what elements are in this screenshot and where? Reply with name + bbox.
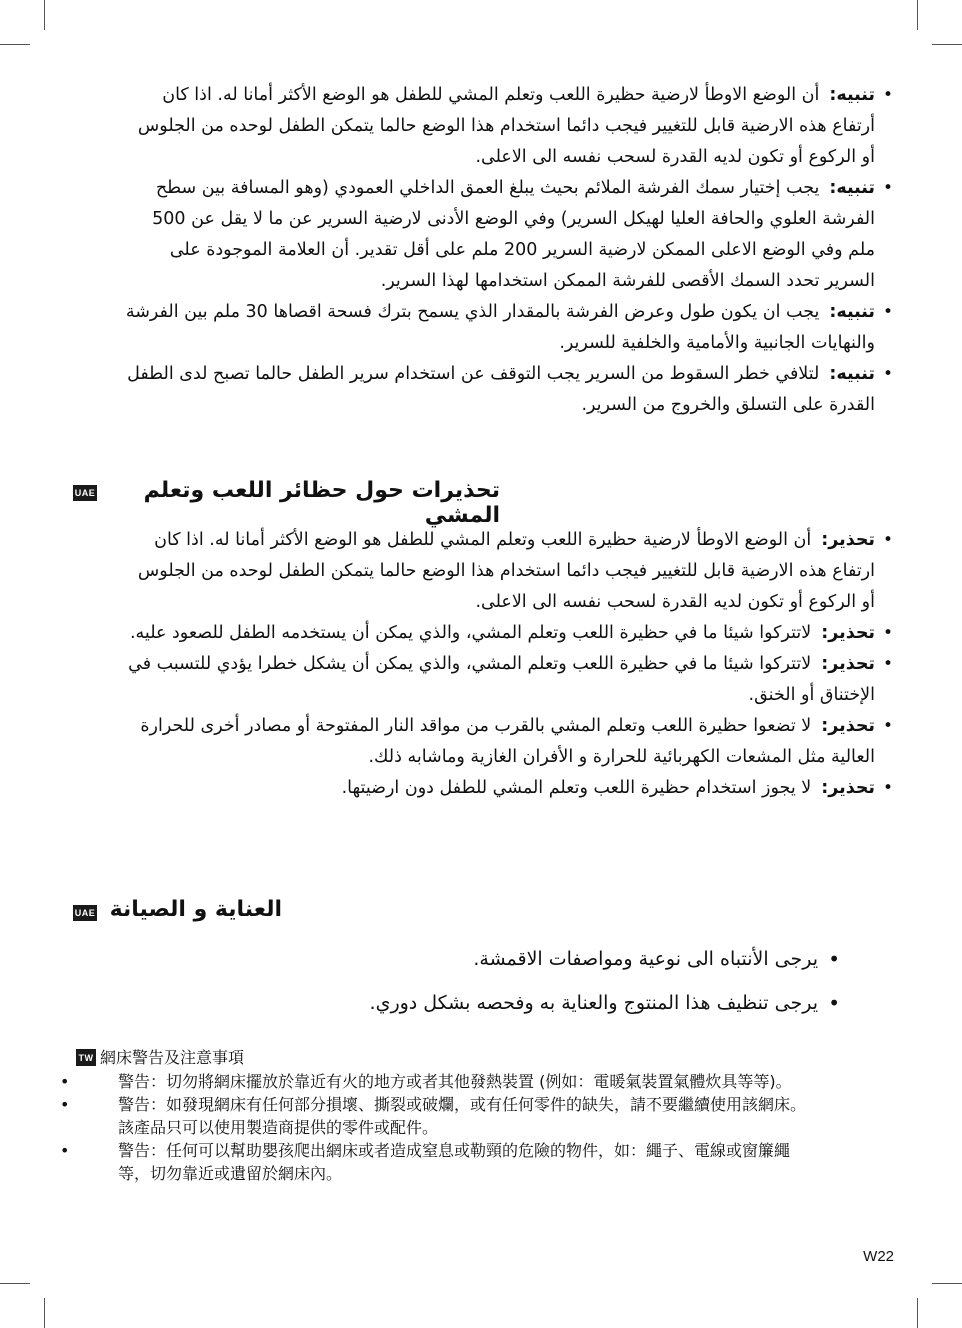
caution-item <box>120 80 893 173</box>
crop-mark <box>932 1283 962 1284</box>
bullet: • <box>60 1141 70 1160</box>
warning-label: تحذير: <box>821 778 875 798</box>
warnings-heading: تحذيرات حول حظائر اللعب وتعلم المشي <box>143 478 500 528</box>
caution-item <box>120 173 893 297</box>
caution-item <box>120 359 893 421</box>
bullet: • <box>828 947 840 971</box>
warning-item <box>120 649 893 711</box>
crop-mark <box>0 44 30 45</box>
care-section <box>120 937 850 1025</box>
warning-text: لاتتركوا شيئا ما في حظيرة اللعب وتعلم المشي، والذي يمكن أن يشكل خطرا يؤدي للتسبب في الإختناق أو الخنق. <box>128 654 875 705</box>
warning-item <box>120 773 893 804</box>
bullet: • <box>882 778 893 798</box>
caution-label: تنبيه: <box>829 302 875 322</box>
zh-title: 網床警告及注意事項 <box>100 1048 245 1067</box>
warning-text: لا يجوز استخدام حظيرة اللعب وتعلم المشي للطفل دون ارضيتها. <box>341 778 812 798</box>
care-item <box>120 981 840 1025</box>
crop-mark <box>917 1298 918 1328</box>
caution-text: يجب إختيار سمك الفرشة الملائم بحيث يبلغ العمق الداخلي العمودي (وهو المسافة بين سطح الفرشة العلوي والحافة العليا لهيكل السرير) وفي الوضع الأدنى لارضية السرير عن ما لا يقل عن 500 ملم وفي الوضع الاعلى الممكن لارضية السرير 200 ملم على أقل تقدير. أن العلامة الموجودة على السرير تحدد السمك الأقصى للفرشة الممكن استخدامها لهذا السرير. <box>152 178 875 291</box>
page-number: W22 <box>863 1248 894 1265</box>
caution-label: تنبيه: <box>829 85 875 105</box>
care-heading: العناية و الصيانة <box>109 897 282 922</box>
warning-item <box>120 711 893 773</box>
warning-item <box>120 618 893 649</box>
warnings-section <box>120 525 893 804</box>
zh-warning-text: 警告：任何可以幫助嬰孩爬出網床或者造成窒息或勒頸的危險的物件，如：繩子、電線或窗簾繩等，切勿靠近或遺留於網床內。 <box>118 1141 791 1183</box>
bullet: • <box>882 530 893 550</box>
warning-text: لا تضعوا حظيرة اللعب وتعلم المشي بالقرب من مواقد النار المفتوحة أو مصادر أخرى للحرارة العالية مثل المشعات الكهربائية للحرارة و الأفران الغازية وماشابه ذلك. <box>140 716 875 767</box>
warning-label: تحذير: <box>821 716 875 736</box>
bullet: • <box>882 623 893 643</box>
warning-item <box>120 525 893 618</box>
crop-mark <box>0 1283 30 1284</box>
caution-text: يجب ان يكون طول وعرض الفرشة بالمقدار الذي يسمح بترك فسحة اقصاها 30 ملم بين الفرشة والنهايات الجانبية والأمامية والخلفية للسرير. <box>125 302 875 353</box>
caution-list <box>120 80 893 421</box>
bullet: • <box>882 85 893 105</box>
uae-tag: UAE <box>73 905 97 921</box>
bullet: • <box>882 302 893 322</box>
zh-warning-text: 警告：如發現網床有任何部分損壞、撕裂或破爛，或有任何零件的缺失，請不要繼續使用該網床。該產品只可以使用製造商提供的零件或配件。 <box>118 1095 807 1137</box>
caution-label: تنبيه: <box>829 178 875 198</box>
bullet: • <box>60 1095 70 1114</box>
zh-warning-list <box>60 1070 820 1185</box>
care-list <box>120 937 840 1025</box>
crop-mark <box>917 0 918 30</box>
crop-mark <box>44 1298 45 1328</box>
tw-tag: TW <box>76 1049 96 1066</box>
warning-label: تحذير: <box>821 654 875 674</box>
bullet: • <box>828 991 840 1015</box>
caution-text: أن الوضع الاوطأ لارضية حظيرة اللعب وتعلم المشي للطفل هو الوضع الأكثر أمانا له. اذا كان أرتفاع هذه الارضية قابل للتغيير فيجب دائما استخدام هذا الوضع حالما يتمكن الطفل لوحده من الجلوس أو الركوع أو تكون لديه القدرة لسحب نفسه الى الاعلى. <box>137 85 875 167</box>
crop-mark <box>44 0 45 30</box>
bullet: • <box>60 1072 70 1091</box>
warning-text: لاتتركوا شيئا ما في حظيرة اللعب وتعلم المشي، والذي يمكن أن يستخدمه الطفل للصعود عليه. <box>129 623 812 643</box>
bullet: • <box>882 178 893 198</box>
caution-item <box>120 297 893 359</box>
zh-warning-item <box>60 1070 820 1093</box>
bullet: • <box>882 716 893 736</box>
care-item <box>120 937 840 981</box>
zh-warning-item <box>60 1093 820 1139</box>
warnings-list <box>120 525 893 804</box>
caution-text: لتلافي خطر السقوط من السرير يجب التوقف عن استخدام سرير الطفل حالما تصبح لدى الطفل القدرة على التسلق والخروج من السرير. <box>127 364 875 415</box>
zh-warning-text: 警告：切勿將網床擺放於靠近有火的地方或者其他發熱裝置 (例如：電暖氣裝置氣體炊具等等)。 <box>118 1072 792 1091</box>
bullet: • <box>882 364 893 384</box>
caution-label: تنبيه: <box>829 364 875 384</box>
warning-label: تحذير: <box>821 530 875 550</box>
warning-text: أن الوضع الاوطأ لارضية حظيرة اللعب وتعلم المشي للطفل هو الوضع الأكثر أمانا له. اذا كان ارتفاع هذه الارضية قابل للتغيير فيجب دائما استخدام هذا الوضع حالما يتمكن الطفل لوحده من الجلوس أو الركوع أو تكون لديه القدرة لسحب نفسه الى الاعلى. <box>137 530 875 612</box>
uae-tag: UAE <box>73 485 97 501</box>
warning-label: تحذير: <box>821 623 875 643</box>
zh-warning-item <box>60 1139 820 1185</box>
caution-section <box>120 80 893 421</box>
care-text: يرجى الأنتباه الى نوعية ومواصفات الاقمشة. <box>473 948 818 970</box>
care-text: يرجى تنظيف هذا المنتوج والعناية به وفحصه بشكل دوري. <box>369 992 818 1014</box>
bullet: • <box>882 654 893 674</box>
crop-mark <box>932 44 962 45</box>
